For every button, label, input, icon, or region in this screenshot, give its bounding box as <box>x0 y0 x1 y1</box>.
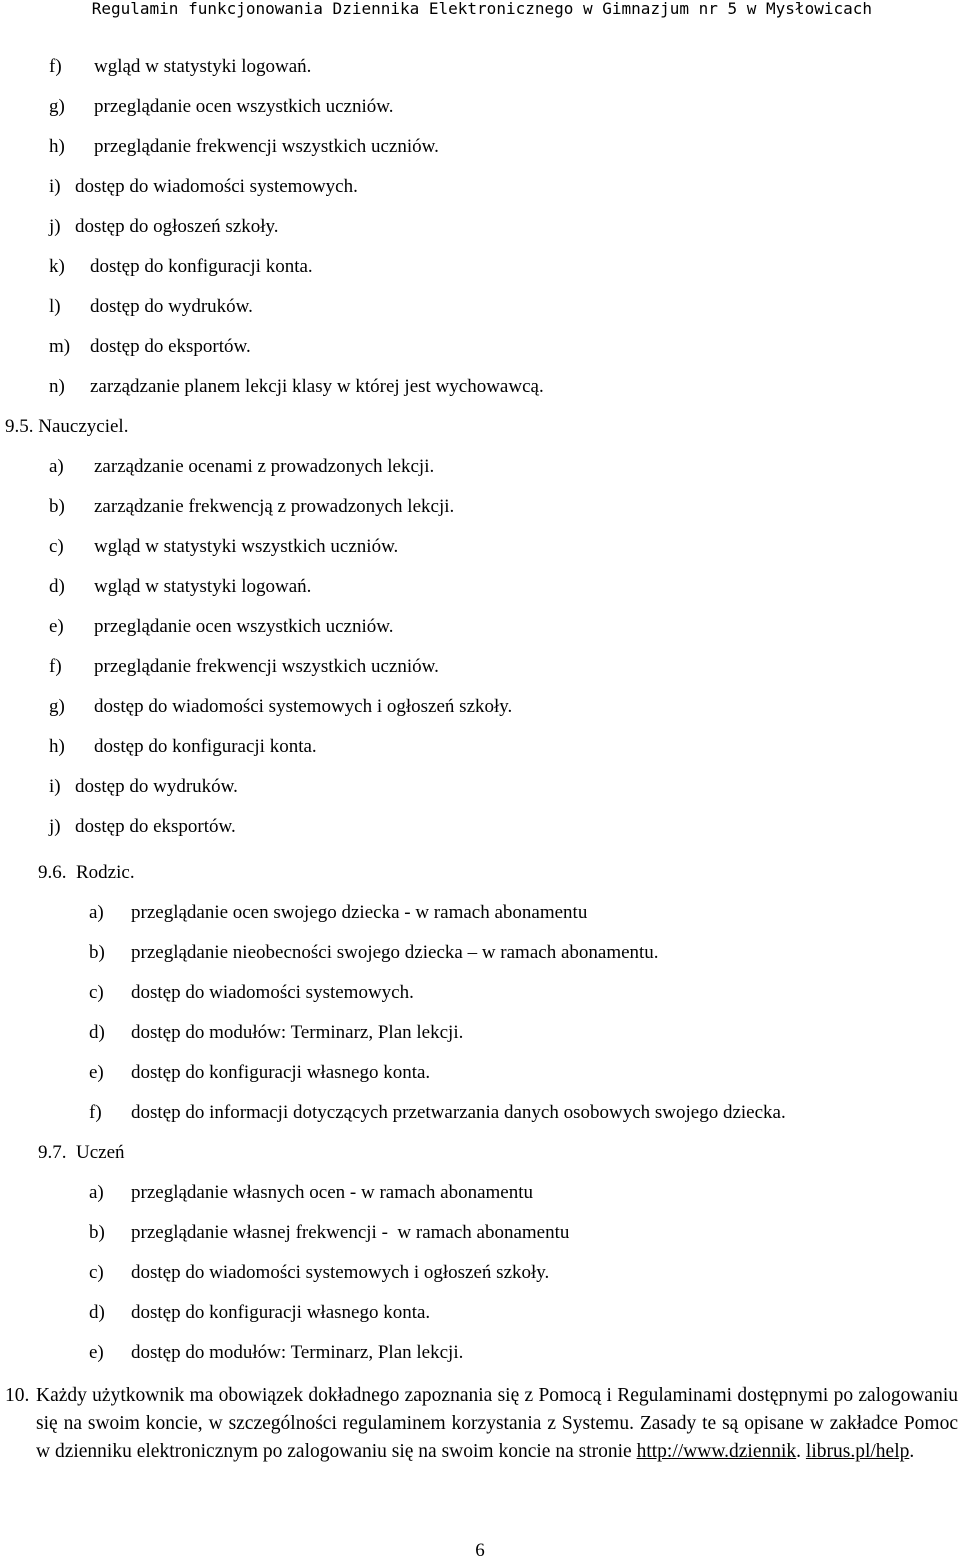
list-marker: e) <box>89 1062 104 1083</box>
list-marker: d) <box>89 1022 105 1043</box>
list-marker: f) <box>49 56 62 77</box>
list-marker: a) <box>49 456 64 477</box>
list-text: dostęp do wiadomości systemowych i ogłoszeń szkoły. <box>94 696 513 717</box>
list-text: zarządzanie planem lekcji klasy w której jest wychowawcą. <box>90 376 544 397</box>
list-text: dostęp do wiadomości systemowych. <box>131 982 414 1003</box>
list-marker: c) <box>89 1262 104 1283</box>
list-text: wgląd w statystyki logowań. <box>94 56 312 77</box>
list-text: dostęp do konfiguracji konta. <box>90 256 313 277</box>
list-text: przeglądanie frekwencji wszystkich uczniów. <box>94 656 439 677</box>
page-number: 6 <box>475 1540 485 1561</box>
list-marker: d) <box>49 576 65 597</box>
help-link-part2[interactable]: librus.pl/help <box>805 1441 910 1462</box>
list-marker: e) <box>49 616 64 637</box>
section-heading: 9.7. Uczeń <box>38 1142 125 1163</box>
list-text: dostęp do wydruków. <box>75 776 238 797</box>
list-marker: i) <box>49 176 61 197</box>
list-marker: c) <box>89 982 104 1003</box>
list-text: wgląd w statystyki wszystkich uczniów. <box>94 536 399 557</box>
list-text: dostęp do konfiguracji własnego konta. <box>131 1062 431 1083</box>
list-marker: j) <box>49 816 61 837</box>
paragraph-end: . <box>909 1441 915 1462</box>
link-separator: . <box>796 1441 806 1462</box>
paragraph-number: 10. <box>5 1385 30 1406</box>
list-marker: b) <box>89 942 105 963</box>
list-marker: b) <box>89 1222 105 1243</box>
list-text: przeglądanie własnych ocen - w ramach abonamentu <box>131 1182 533 1203</box>
list-marker: a) <box>89 902 104 923</box>
list-marker: l) <box>49 296 61 317</box>
document-header: Regulamin funkcjonowania Dziennika Elektronicznego w Gimnazjum nr 5 w Mysłowicach <box>91 0 872 18</box>
section-heading: 9.6. Rodzic. <box>38 862 135 883</box>
list-text: zarządzanie frekwencją z prowadzonych lekcji. <box>94 496 455 517</box>
list-text: dostęp do wiadomości systemowych. <box>75 176 358 197</box>
list-text: dostęp do wiadomości systemowych i ogłoszeń szkoły. <box>131 1262 550 1283</box>
list-marker: d) <box>89 1302 105 1323</box>
help-link-part1[interactable]: http://www.dziennik <box>636 1441 797 1462</box>
paragraph-text: Każdy użytkownik ma obowiązek dokładnego zapoznania się z Pomocą i Regulaminami dostępnymi po zalogowaniu się na swoim koncie, w szczególności regulaminem korzystania z Systemu. Zasady te są opisane w zakładce Pomoc w dzienniku elektronicznym po zalogowaniu się na swoim koncie na stronie <box>36 1385 958 1462</box>
list-text: wgląd w statystyki logowań. <box>94 576 312 597</box>
list-text: dostęp do modułów: Terminarz, Plan lekcji. <box>131 1342 464 1363</box>
list-text: przeglądanie ocen swojego dziecka - w ramach abonamentu <box>131 902 588 923</box>
paragraph-10 <box>36 1382 958 1466</box>
list-marker: e) <box>89 1342 104 1363</box>
list-text: przeglądanie własnej frekwencji - w ramach abonamentu <box>131 1222 570 1243</box>
list-text: przeglądanie frekwencji wszystkich uczniów. <box>94 136 439 157</box>
list-marker: h) <box>49 136 65 157</box>
list-marker: i) <box>49 776 61 797</box>
list-text: dostęp do eksportów. <box>75 816 236 837</box>
list-text: dostęp do eksportów. <box>90 336 251 357</box>
list-marker: n) <box>49 376 65 397</box>
list-marker: h) <box>49 736 65 757</box>
list-marker: c) <box>49 536 64 557</box>
list-text: dostęp do konfiguracji konta. <box>94 736 317 757</box>
list-marker: b) <box>49 496 65 517</box>
list-marker: f) <box>49 656 62 677</box>
list-marker: g) <box>49 96 65 117</box>
section-heading: 9.5. Nauczyciel. <box>5 416 129 437</box>
list-text: przeglądanie ocen wszystkich uczniów. <box>94 96 394 117</box>
list-marker: a) <box>89 1182 104 1203</box>
list-text: dostęp do ogłoszeń szkoły. <box>75 216 279 237</box>
list-text: dostęp do wydruków. <box>90 296 253 317</box>
list-marker: f) <box>89 1102 102 1123</box>
list-marker: m) <box>49 336 71 357</box>
list-text: dostęp do informacji dotyczących przetwarzania danych osobowych swojego dziecka. <box>131 1102 786 1123</box>
list-text: przeglądanie ocen wszystkich uczniów. <box>94 616 394 637</box>
list-text: dostęp do modułów: Terminarz, Plan lekcji. <box>131 1022 464 1043</box>
list-marker: k) <box>49 256 65 277</box>
list-marker: g) <box>49 696 65 717</box>
list-text: zarządzanie ocenami z prowadzonych lekcji. <box>94 456 435 477</box>
list-marker: j) <box>49 216 61 237</box>
list-text: dostęp do konfiguracji własnego konta. <box>131 1302 431 1323</box>
list-text: przeglądanie nieobecności swojego dziecka – w ramach abonamentu. <box>131 942 659 963</box>
